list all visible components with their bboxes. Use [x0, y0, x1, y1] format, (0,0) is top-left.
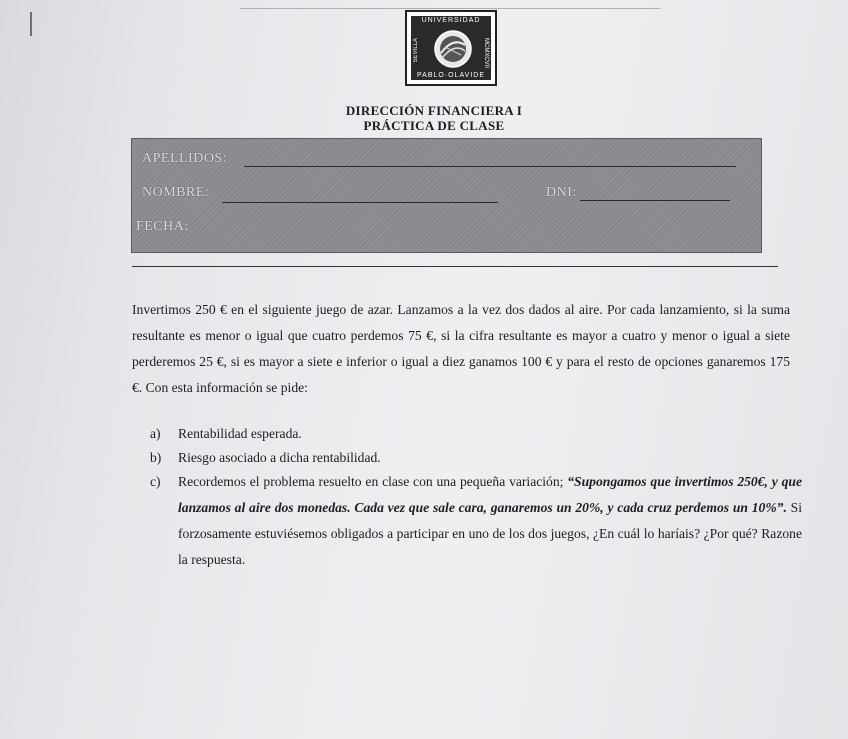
fecha-label: FECHA:: [136, 219, 189, 234]
question-text: [178, 469, 802, 573]
question-text-ending: Si forzosamente estuviésemos obligados a participar en uno de los dos juegos, ¿En cuál lo haríais? ¿Por qué? Razone la respuesta.: [178, 500, 802, 567]
document-title: DIRECCIÓN FINANCIERA I: [345, 103, 523, 118]
question-text-emphasis: “Supongamos que invertimos 250€, y que lanzamos al aire dos monedas. Cada vez que sale cara, ganaremos un 20%, y cada cruz perdemos un 10%”.: [178, 474, 802, 515]
question-text-intro: Recordemos el problema resuelto en clase con una pequeña variación;: [178, 474, 568, 489]
logo-frame: [411, 16, 491, 80]
dni-field[interactable]: [580, 200, 730, 201]
top-rule: [240, 8, 660, 9]
logo-emblem-icon: [433, 29, 473, 69]
dni-label: DNI:: [546, 185, 577, 200]
edge-mark: [30, 12, 32, 36]
list-marker: a): [150, 426, 161, 441]
logo-text-right: MCMXCVII: [483, 38, 489, 68]
logo-text-left: SEVILLA: [413, 38, 419, 63]
header-divider: [132, 266, 778, 267]
question-text: Rentabilidad esperada.: [178, 426, 302, 441]
problem-statement: Invertimos 250 € en el siguiente juego de azar. Lanzamos a la vez dos dados al aire. Por cada lanzamiento, si la suma resultante es menor o igual que cuatro perdemos 75 €, si la cifra resultante es mayor a cuatro y menor o igual a siete perderemos 25 €, si es mayor a siete e inferior o igual a diez ganamos 100 € y para el resto de opciones ganaremos 175 €. Con esta información se pide:: [132, 302, 790, 395]
apellidos-label: APELLIDOS:: [142, 151, 228, 166]
nombre-label: NOMBRE:: [142, 185, 210, 200]
list-marker: c): [150, 474, 161, 489]
apellidos-field[interactable]: [244, 166, 736, 167]
list-marker: b): [150, 450, 162, 465]
logo-text-top: UNIVERSIDAD: [421, 17, 481, 24]
university-logo: [405, 10, 497, 86]
logo-text-bottom: PABLO·OLAVIDE: [417, 72, 485, 79]
question-text: Riesgo asociado a dicha rentabilidad.: [178, 450, 381, 465]
student-info-box: [131, 138, 762, 253]
nombre-field[interactable]: [222, 202, 498, 203]
document-subtitle: PRÁCTICA DE CLASE: [363, 118, 505, 133]
